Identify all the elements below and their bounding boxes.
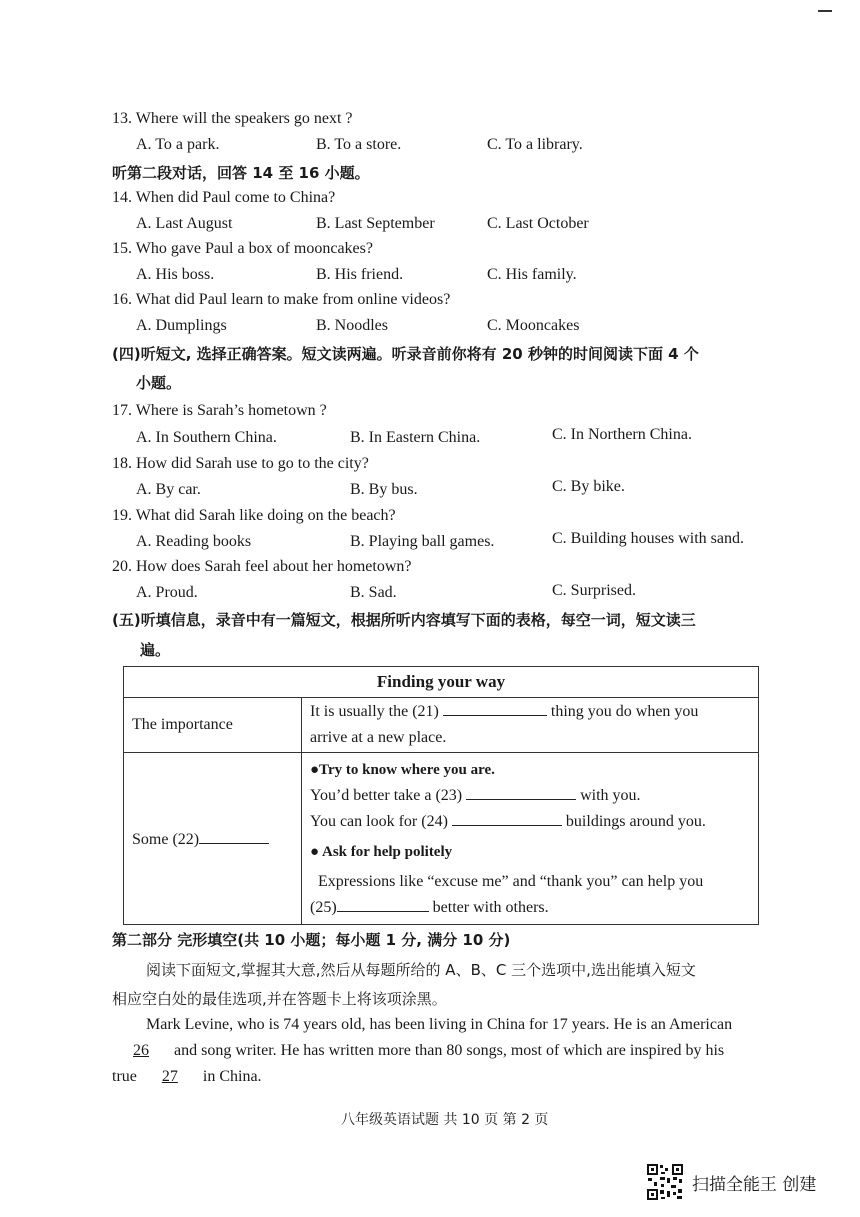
question-16-option-b: B. Noodles [316,317,388,334]
question-20-stem: 20. How does Sarah feel about her hometown? [112,558,412,575]
question-13-option-c: C. To a library. [487,136,583,153]
question-20-option-b: B. Sad. [350,584,397,601]
blank-24-prefix: You can look for (24) [310,812,448,830]
blank-24-suffix: buildings around you. [565,812,706,830]
part2-instruction-line2: 相应空白处的最佳选项,并在答题卡上将该项涂黑。 [112,990,447,1008]
passage-line3-text: in China. [202,1068,262,1085]
question-20-option-a: A. Proud. [136,584,198,601]
question-18-option-a: A. By car. [136,481,201,498]
question-15-stem: 15. Who gave Paul a box of mooncakes? [112,240,373,257]
table-row-some-content [302,753,759,925]
qr-code-icon [646,1163,684,1201]
question-13-stem: 13. Where will the speakers go next ? [112,110,353,127]
question-16-option-c: C. Mooncakes [487,317,580,334]
passage-line3 [112,1068,262,1086]
blank-25-suffix: better with others. [432,898,549,916]
table-row-importance-label: The importance [124,698,302,753]
question-15-option-b: B. His friend. [316,266,404,283]
importance-line2: arrive at a new place. [310,729,447,746]
bullet-ask-for-help: ● Ask for help politely [310,843,453,860]
part2-heading: 第二部分 完形填空(共 10 小题；每小题 1 分, 满分 10 分) [112,931,511,949]
dialog2-instruction: 听第二段对话，回答 14 至 16 小题。 [112,164,370,182]
expressions-line: Expressions like “excuse me” and “thank you” can help you [318,872,704,890]
table-title: Finding your way [124,667,759,698]
finding-your-way-table [123,666,759,925]
question-13-option-b: B. To a store. [316,136,402,153]
passage-line3-prefix: true [112,1068,137,1085]
question-18-option-b: B. By bus. [350,481,418,498]
question-17-stem: 17. Where is Sarah’s hometown ? [112,402,327,419]
question-17-option-a: A. In Southern China. [136,429,277,446]
passage-line2-text: and song writer. He has written more than 80 songs, most of which are inspired by his [174,1042,725,1059]
question-13-option-a: A. To a park. [136,136,220,153]
blank-23-suffix: with you. [580,786,641,804]
corner-mark [818,10,832,12]
blank-21-prefix: It is usually the (21) [310,703,439,720]
answer-blank-24[interactable] [452,811,562,826]
table-row-some-label [124,753,302,925]
question-16-option-a: A. Dumplings [136,317,227,334]
question-19-option-b: B. Playing ball games. [350,533,495,550]
part2-instruction-line1: 阅读下面短文,掌握其大意,然后从每题所给的 A、B、C 三个选项中,选出能填入短文 [146,961,696,979]
question-15-option-c: C. His family. [487,266,577,283]
blank-22-prefix: Some (22) [132,830,200,848]
question-14-option-c: C. Last October [487,215,589,232]
part5-instruction-line1: (五)听填信息，录音中有一篇短文，根据所听内容填写下面的表格，每空一词，短文读三 [112,611,696,629]
answer-blank-25[interactable] [337,897,429,912]
scanner-watermark: 扫描全能王 创建 [692,1175,817,1195]
passage-line2 [112,1042,724,1060]
answer-blank-21[interactable] [443,701,547,716]
passage-line1: Mark Levine, who is 74 years old, has been living in China for 17 years. He is an American [146,1016,733,1033]
question-16-stem: 16. What did Paul learn to make from online videos? [112,291,451,308]
blank-26[interactable]: 26 [133,1042,149,1059]
part4-instruction-line1: (四)听短文, 选择正确答案。短文读两遍。听录音前你将有 20 秒钟的时间阅读下面 4 个 [112,345,699,363]
answer-blank-22[interactable] [199,829,269,844]
question-20-option-c: C. Surprised. [552,582,636,599]
question-14-option-a: A. Last August [136,215,233,232]
blank-21-suffix: thing you do when you [550,703,699,720]
blank-25-prefix: (25) [310,898,337,916]
question-19-option-c: C. Building houses with sand. [552,530,745,547]
bullet-know-where: ●Try to know where you are. [310,761,495,778]
question-15-option-a: A. His boss. [136,266,215,283]
blank-27[interactable]: 27 [161,1068,178,1085]
question-19-stem: 19. What did Sarah like doing on the beach? [112,507,396,524]
blank-23-prefix: You’d better take a (23) [310,786,463,804]
page-footer: 八年级英语试题 共 10 页 第 2 页 [341,1112,549,1128]
question-14-option-b: B. Last September [316,215,435,232]
question-19-option-a: A. Reading books [136,533,252,550]
part4-instruction-line2: 小题。 [136,374,182,392]
question-18-stem: 18. How did Sarah use to go to the city? [112,455,369,472]
question-14-stem: 14. When did Paul come to China? [112,189,336,206]
table-row-importance-content [302,698,759,753]
question-17-option-c: C. In Northern China. [552,426,692,443]
answer-blank-23[interactable] [466,785,576,800]
part5-instruction-line2: 遍。 [140,641,171,659]
question-17-option-b: B. In Eastern China. [350,429,481,446]
question-18-option-c: C. By bike. [552,478,625,495]
